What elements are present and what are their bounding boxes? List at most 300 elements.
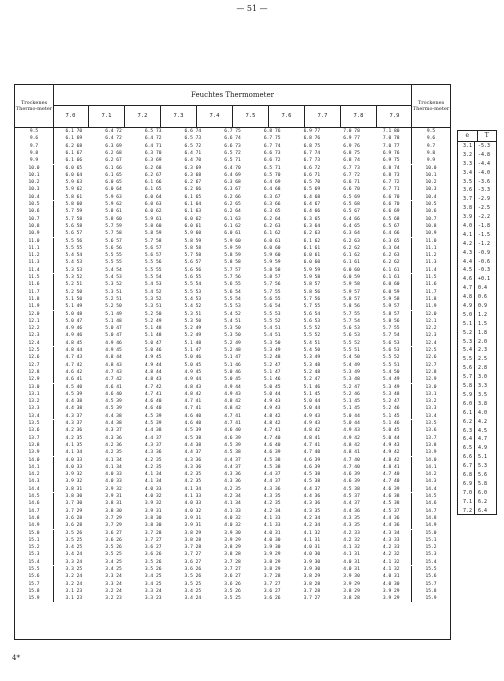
table-cell: 5.7 55 <box>343 311 360 317</box>
table-cell: 4.7 40 <box>343 464 360 470</box>
side-cell-e: 5.2 <box>462 329 472 336</box>
value-column <box>173 530 213 566</box>
table-cell: 3.7 29 <box>105 523 122 529</box>
table-cell: 4.2 34 <box>303 523 321 529</box>
table-cell: 4.4 36 <box>303 494 321 499</box>
table-cell: 5.7 56 <box>303 296 321 302</box>
value-column <box>371 347 411 383</box>
table-cell: 6.7 72 <box>382 180 400 186</box>
table-cell: 5.0 46 <box>144 348 162 353</box>
table-cell: 3.7 30 <box>65 501 83 507</box>
table-cell: 4.5 38 <box>184 435 202 441</box>
dry-temp-value: 13.5 <box>28 421 40 426</box>
table-cell: 4.6 40 <box>105 391 122 397</box>
dry-temp-value: 11.3 <box>28 260 40 266</box>
table-cell: 6.3 64 <box>382 245 400 251</box>
table-cell: 3.9 30 <box>343 574 360 580</box>
value-column <box>133 420 173 456</box>
table-cell: 6.2 68 <box>65 143 83 149</box>
table-row-group <box>15 164 450 201</box>
value-column <box>173 493 213 529</box>
table-cell: 5.3 53 <box>65 267 83 273</box>
dry-temp-value: 15.1 <box>28 537 40 543</box>
table-cell: 5.3 50 <box>184 318 202 324</box>
table-cell: 5.0 46 <box>224 369 241 375</box>
dry-temp-left <box>15 457 54 493</box>
table-cell: 3.7 28 <box>263 574 281 580</box>
table-cell: 5.6 57 <box>144 245 162 251</box>
dry-temp-value: 11.2 <box>425 253 437 259</box>
value-cells <box>54 311 411 347</box>
table-cell: 3.6 26 <box>144 552 162 558</box>
table-cell: 5.8 56 <box>343 304 360 310</box>
dry-temp-value: 12.5 <box>425 348 437 353</box>
table-cell: 4.5 38 <box>263 464 281 470</box>
table-cell: 6.6 73 <box>224 143 241 149</box>
value-column <box>292 238 332 274</box>
table-cell: 5.7 59 <box>105 223 122 229</box>
table-cell: 4.6 41 <box>105 384 122 390</box>
value-column <box>332 384 372 420</box>
table-cell: 4.9 46 <box>105 340 122 346</box>
table-cell: 4.8 42 <box>303 428 321 434</box>
table-cell: 5.8 57 <box>382 311 400 317</box>
dry-temp-value: 11.1 <box>425 245 437 251</box>
side-cell-e: 6.9 <box>462 480 472 487</box>
column-header: 7.6 <box>268 105 304 127</box>
page-number: — 51 — <box>236 4 268 13</box>
table-row-group <box>15 237 450 274</box>
table-cell: 3.3 23 <box>144 596 162 602</box>
value-column <box>54 201 94 237</box>
value-column <box>371 311 411 347</box>
table-cell: 5.4 54 <box>65 253 83 259</box>
dry-temp-value: 11.1 <box>28 245 40 251</box>
table-cell: 6.6 72 <box>263 158 281 164</box>
side-cell-t: 2.5 <box>478 356 488 363</box>
side-cell-e: 5.0 <box>462 311 472 318</box>
table-cell: 6.1 66 <box>105 165 122 171</box>
side-cell-t: 2.0 <box>478 338 488 345</box>
dry-temp-left <box>15 238 54 274</box>
table-cell: 6.7 74 <box>263 143 281 149</box>
table-row-group <box>15 529 450 566</box>
dry-temp-value: 10.5 <box>425 202 437 207</box>
dry-temp-value: 14.7 <box>28 508 40 514</box>
table-cell: 6.3 65 <box>303 216 321 222</box>
table-cell: 4.7 41 <box>184 399 202 405</box>
table-cell: 4.3 36 <box>263 486 281 492</box>
table-cell: 5.9 59 <box>263 260 281 266</box>
table-cell: 3.8 28 <box>343 596 360 602</box>
side-cell-e: 6.8 <box>462 471 472 478</box>
table-cell: 4.9 45 <box>144 355 162 361</box>
dry-temp-value: 14.0 <box>28 457 40 463</box>
table-cell: 6.6 74 <box>184 129 202 134</box>
table-cell: 6.4 70 <box>184 158 202 164</box>
table-cell: 4.8 42 <box>382 457 400 463</box>
column-header: 7.4 <box>196 105 232 127</box>
value-column <box>371 201 411 237</box>
table-cell: 5.7 54 <box>343 318 360 324</box>
column-header: 7.2 <box>124 105 160 127</box>
table-cell: 6.6 71 <box>303 172 321 178</box>
table-cell: 6.0 64 <box>65 172 83 178</box>
column-header: 7.3 <box>160 105 196 127</box>
table-cell: 6.1 61 <box>303 245 321 251</box>
table-cell: 4.2 35 <box>224 486 241 492</box>
dry-temp-value: 13.4 <box>425 413 437 419</box>
dry-temp-value: 9.9 <box>426 158 436 164</box>
table-cell: 7.0 77 <box>382 143 400 149</box>
table-cell: 6.1 63 <box>224 216 241 222</box>
table-cell: 5.2 48 <box>224 348 241 353</box>
table-cell: 6.0 65 <box>65 165 83 171</box>
value-column <box>252 566 292 602</box>
value-column <box>133 201 173 237</box>
value-column <box>332 274 372 310</box>
table-cell: 3.2 24 <box>105 588 122 594</box>
table-cell: 3.7 28 <box>184 545 202 551</box>
table-cell: 5.8 60 <box>65 202 83 207</box>
value-cells <box>54 530 411 566</box>
table-cell: 5.2 49 <box>184 333 202 339</box>
table-cell: 5.2 47 <box>303 377 321 383</box>
dry-temp-value: 12.3 <box>425 333 437 339</box>
table-cell: 5.5 51 <box>343 348 360 353</box>
dry-temp-value: 14.5 <box>28 494 40 499</box>
value-column <box>94 347 134 383</box>
value-column <box>332 420 372 456</box>
value-column <box>94 311 134 347</box>
dry-temp-value: 10.1 <box>425 172 437 178</box>
side-cell-e: 3.4 <box>462 169 472 176</box>
table-cell: 4.1 34 <box>144 479 162 485</box>
table-cell: 4.0 33 <box>65 457 83 463</box>
table-cell: 6.5 67 <box>382 223 400 229</box>
table-cell: 6.0 61 <box>224 231 241 237</box>
value-column <box>94 128 134 164</box>
dry-temp-value: 14.4 <box>425 486 437 492</box>
table-cell: 3.6 26 <box>224 581 241 587</box>
table-cell: 5.8 59 <box>144 231 162 237</box>
dry-temp-value: 10.7 <box>28 216 40 222</box>
table-cell: 3.3 24 <box>105 581 122 587</box>
value-column <box>54 384 94 420</box>
table-cell: 5.7 56 <box>263 282 281 288</box>
table-cell: 5.6 57 <box>105 238 122 244</box>
table-cell: 6.4 71 <box>144 143 162 149</box>
column-header: 7.1 <box>88 105 124 127</box>
table-cell: 4.7 40 <box>263 435 281 441</box>
dry-temp-value: 13.9 <box>28 450 40 456</box>
table-cell: 7.1 80 <box>382 129 400 134</box>
table-cell: 4.4 38 <box>184 442 202 448</box>
table-cell: 5.6 53 <box>343 333 360 339</box>
dry-temp-value: 15.8 <box>425 588 437 594</box>
table-cell: 3.9 30 <box>263 545 281 551</box>
table-cell: 5.8 61 <box>65 194 83 200</box>
dry-temp-right <box>411 566 450 602</box>
table-cell: 4.0 32 <box>224 523 241 529</box>
footer-mark: 4* <box>12 654 20 662</box>
table-cell: 3.4 25 <box>184 588 202 594</box>
table-cell: 3.2 23 <box>105 596 122 602</box>
value-column <box>371 274 411 310</box>
table-cell: 5.8 60 <box>144 223 162 229</box>
table-cell: 4.0 32 <box>224 515 241 521</box>
value-column <box>94 238 134 274</box>
table-cell: 6.5 68 <box>343 202 360 207</box>
table-cell: 5.1 48 <box>144 326 162 332</box>
table-cell: 3.3 24 <box>105 574 122 580</box>
value-column <box>173 128 213 164</box>
table-cell: 4.0 31 <box>382 574 400 580</box>
value-column <box>54 165 94 201</box>
table-cell: 5.0 47 <box>105 326 122 332</box>
dry-temp-right <box>411 274 450 310</box>
dry-temp-value: 11.0 <box>425 238 437 244</box>
table-cell: 5.8 59 <box>224 253 241 259</box>
table-cell: 5.2 50 <box>144 311 162 317</box>
table-cell: 4.6 39 <box>224 435 241 441</box>
value-column <box>54 311 94 347</box>
table-cell: 6.0 65 <box>105 180 122 186</box>
value-column <box>94 457 134 493</box>
table-cell: 3.8 29 <box>343 588 360 594</box>
side-cell-e: 4.5 <box>462 267 472 274</box>
value-column <box>213 128 253 164</box>
table-cell: 5.1 46 <box>263 377 281 383</box>
table-cell: 5.1 47 <box>224 355 241 361</box>
table-cell: 6.2 68 <box>105 150 122 156</box>
value-column <box>332 238 372 274</box>
table-cell: 5.0 45 <box>263 384 281 390</box>
dry-temp-value: 12.6 <box>425 355 437 361</box>
table-cell: 4.9 43 <box>303 413 321 419</box>
dry-temp-value: 11.5 <box>425 275 437 280</box>
side-cell-t: -3.6 <box>478 178 491 185</box>
dry-temp-value: 13.7 <box>28 435 40 441</box>
dry-temp-value: 10.5 <box>28 202 40 207</box>
value-column <box>332 457 372 493</box>
table-cell: 4.2 34 <box>303 515 321 521</box>
dry-temp-value: 12.8 <box>425 369 437 375</box>
table-cell: 4.1 31 <box>343 552 360 558</box>
dry-temp-value: 12.9 <box>28 377 40 383</box>
dry-temp-value: 15.8 <box>28 588 40 594</box>
dry-temp-value: 13.5 <box>425 421 437 426</box>
table-cell: 5.9 61 <box>144 216 162 222</box>
table-cell: 6.2 62 <box>343 245 360 251</box>
table-cell: 4.2 33 <box>343 530 360 536</box>
value-cells <box>54 347 411 383</box>
table-cell: 6.0 64 <box>144 194 162 200</box>
table-cell: 5.6 55 <box>184 275 202 280</box>
table-cell: 4.9 43 <box>263 399 281 405</box>
table-cell: 3.7 28 <box>144 530 162 536</box>
table-cell: 4.0 33 <box>144 486 162 492</box>
table-cell: 3.9 31 <box>184 515 202 521</box>
table-cell: 5.7 58 <box>105 231 122 237</box>
side-cell-e: 5.3 <box>462 338 472 345</box>
table-cell: 4.0 30 <box>303 552 321 558</box>
table-cell: 5.5 53 <box>224 304 241 310</box>
table-cell: 6.3 67 <box>224 187 241 193</box>
table-cell: 6.0 60 <box>303 260 321 266</box>
table-cell: 3.5 26 <box>184 574 202 580</box>
table-cell: 4.8 42 <box>263 421 281 426</box>
value-column <box>213 347 253 383</box>
side-cell-t: 3.5 <box>478 391 488 398</box>
dry-temp-value: 10.8 <box>425 223 437 229</box>
table-cell: 5.2 47 <box>263 362 281 368</box>
table-cell: 5.4 52 <box>184 304 202 310</box>
table-cell: 5.2 50 <box>105 304 122 310</box>
dry-temp-value: 10.6 <box>425 209 437 215</box>
side-cell-e: 6.0 <box>462 400 472 407</box>
dry-temp-left <box>15 311 54 347</box>
table-cell: 5.5 55 <box>144 267 162 273</box>
column-header: 7.7 <box>304 105 340 127</box>
table-cell: 5.4 50 <box>343 355 360 361</box>
table-cell: 4.5 38 <box>303 479 321 485</box>
table-cell: 3.6 28 <box>65 515 83 521</box>
table-cell: 5.8 58 <box>263 267 281 273</box>
table-cell: 4.9 44 <box>144 362 162 368</box>
table-cell: 4.3 34 <box>382 530 400 536</box>
dry-temp-value: 15.3 <box>28 552 40 558</box>
table-cell: 4.0 33 <box>184 501 202 507</box>
value-column <box>252 238 292 274</box>
table-cell: 4.0 30 <box>382 581 400 587</box>
table-cell: 3.9 32 <box>105 486 122 492</box>
side-cell-e: 3.2 <box>462 151 472 158</box>
table-cell: 5.4 49 <box>343 362 360 368</box>
table-cell: 4.9 42 <box>343 435 360 441</box>
table-cell: 4.0 31 <box>303 545 321 551</box>
table-cell: 3.5 26 <box>105 545 122 551</box>
table-cell: 6.4 66 <box>303 209 321 215</box>
table-cell: 6.6 70 <box>343 187 360 193</box>
dry-temp-right <box>411 201 450 237</box>
table-cell: 4.9 44 <box>184 377 202 383</box>
side-cell-e: 5.6 <box>462 365 472 372</box>
table-cell: 4.1 33 <box>184 494 202 499</box>
dry-temp-value: 11.6 <box>28 282 40 288</box>
table-cell: 6.5 73 <box>144 129 162 134</box>
side-cell-e: 3.5 <box>462 178 472 185</box>
table-cell: 5.1 49 <box>105 311 122 317</box>
table-cell: 5.9 58 <box>343 282 360 288</box>
dry-temp-value: 9.7 <box>29 143 39 149</box>
table-cell: 5.4 52 <box>144 289 162 295</box>
value-column <box>213 420 253 456</box>
table-cell: 6.5 70 <box>263 172 281 178</box>
side-table <box>457 130 497 515</box>
table-cell: 4.4 37 <box>263 472 281 478</box>
table-cell: 4.2 32 <box>382 552 400 558</box>
table-cell: 5.2 49 <box>144 318 162 324</box>
table-cell: 4.7 41 <box>263 428 281 434</box>
table-cell: 3.6 26 <box>184 567 202 572</box>
table-cell: 3.8 31 <box>65 486 83 492</box>
table-cell: 6.1 63 <box>184 209 202 215</box>
table-cell: 3.9 31 <box>184 523 202 529</box>
table-cell: 6.0 63 <box>144 202 162 207</box>
table-cell: 5.9 58 <box>303 275 321 280</box>
value-cells <box>54 457 411 493</box>
table-cell: 5.1 48 <box>144 333 162 339</box>
table-cell: 6.2 67 <box>184 180 202 186</box>
value-cells <box>54 201 411 237</box>
table-cell: 6.5 71 <box>263 165 281 171</box>
table-cell: 5.4 52 <box>224 311 241 317</box>
table-cell: 5.3 50 <box>263 340 281 346</box>
table-cell: 6.6 70 <box>382 202 400 207</box>
table-cell: 4.1 33 <box>224 508 241 514</box>
dry-temp-value: 12.3 <box>28 333 40 339</box>
table-cell: 6.4 67 <box>303 202 321 207</box>
table-cell: 4.3 35 <box>303 508 321 514</box>
side-cell-e: 6.2 <box>462 418 472 425</box>
column-header: 7.0 <box>65 113 76 119</box>
table-cell: 5.9 57 <box>343 289 360 295</box>
table-cell: 5.7 57 <box>224 267 241 273</box>
table-cell: 3.7 28 <box>224 559 241 565</box>
table-cell: 5.7 55 <box>303 304 321 310</box>
table-cell: 4.2 36 <box>105 442 122 448</box>
value-column <box>94 384 134 420</box>
dry-temp-value: 11.9 <box>425 304 437 310</box>
table-cell: 4.5 37 <box>382 508 400 514</box>
value-column <box>173 566 213 602</box>
table-cell: 6.2 64 <box>263 216 281 222</box>
table-cell: 4.0 33 <box>105 472 122 478</box>
table-cell: 5.8 56 <box>303 289 321 295</box>
table-cell: 5.9 60 <box>224 238 241 244</box>
dry-temp-value: 12.5 <box>28 348 40 353</box>
table-cell: 4.7 43 <box>105 369 122 375</box>
side-cell-t: 1.5 <box>478 320 488 327</box>
table-cell: 6.4 71 <box>184 150 202 156</box>
table-cell: 6.1 62 <box>224 223 241 229</box>
value-column <box>252 420 292 456</box>
table-cell: 5.6 57 <box>184 260 202 266</box>
column-headers <box>53 105 412 127</box>
dry-temp-value: 13.0 <box>425 384 437 390</box>
table-cell: 6.5 73 <box>184 136 202 142</box>
table-cell: 3.4 25 <box>144 581 162 587</box>
dry-temp-value: 12.4 <box>425 340 437 346</box>
table-cell: 4.6 41 <box>65 377 83 383</box>
dry-temp-right <box>411 384 450 420</box>
dry-temp-value: 15.9 <box>425 596 437 602</box>
value-cells <box>54 274 411 310</box>
table-cell: 4.4 38 <box>144 428 162 434</box>
table-cell: 6.0 62 <box>184 216 202 222</box>
value-column <box>94 566 134 602</box>
table-cell: 5.4 51 <box>263 326 281 332</box>
table-cell: 4.6 40 <box>224 428 241 434</box>
table-cell: 5.3 49 <box>343 369 360 375</box>
table-cell: 5.9 58 <box>382 296 400 302</box>
table-cell: 5.1 48 <box>184 340 202 346</box>
table-cell: 6.1 61 <box>343 260 360 266</box>
table-cell: 4.3 35 <box>343 523 360 529</box>
table-cell: 4.2 34 <box>263 508 281 514</box>
side-table-header <box>458 131 496 142</box>
